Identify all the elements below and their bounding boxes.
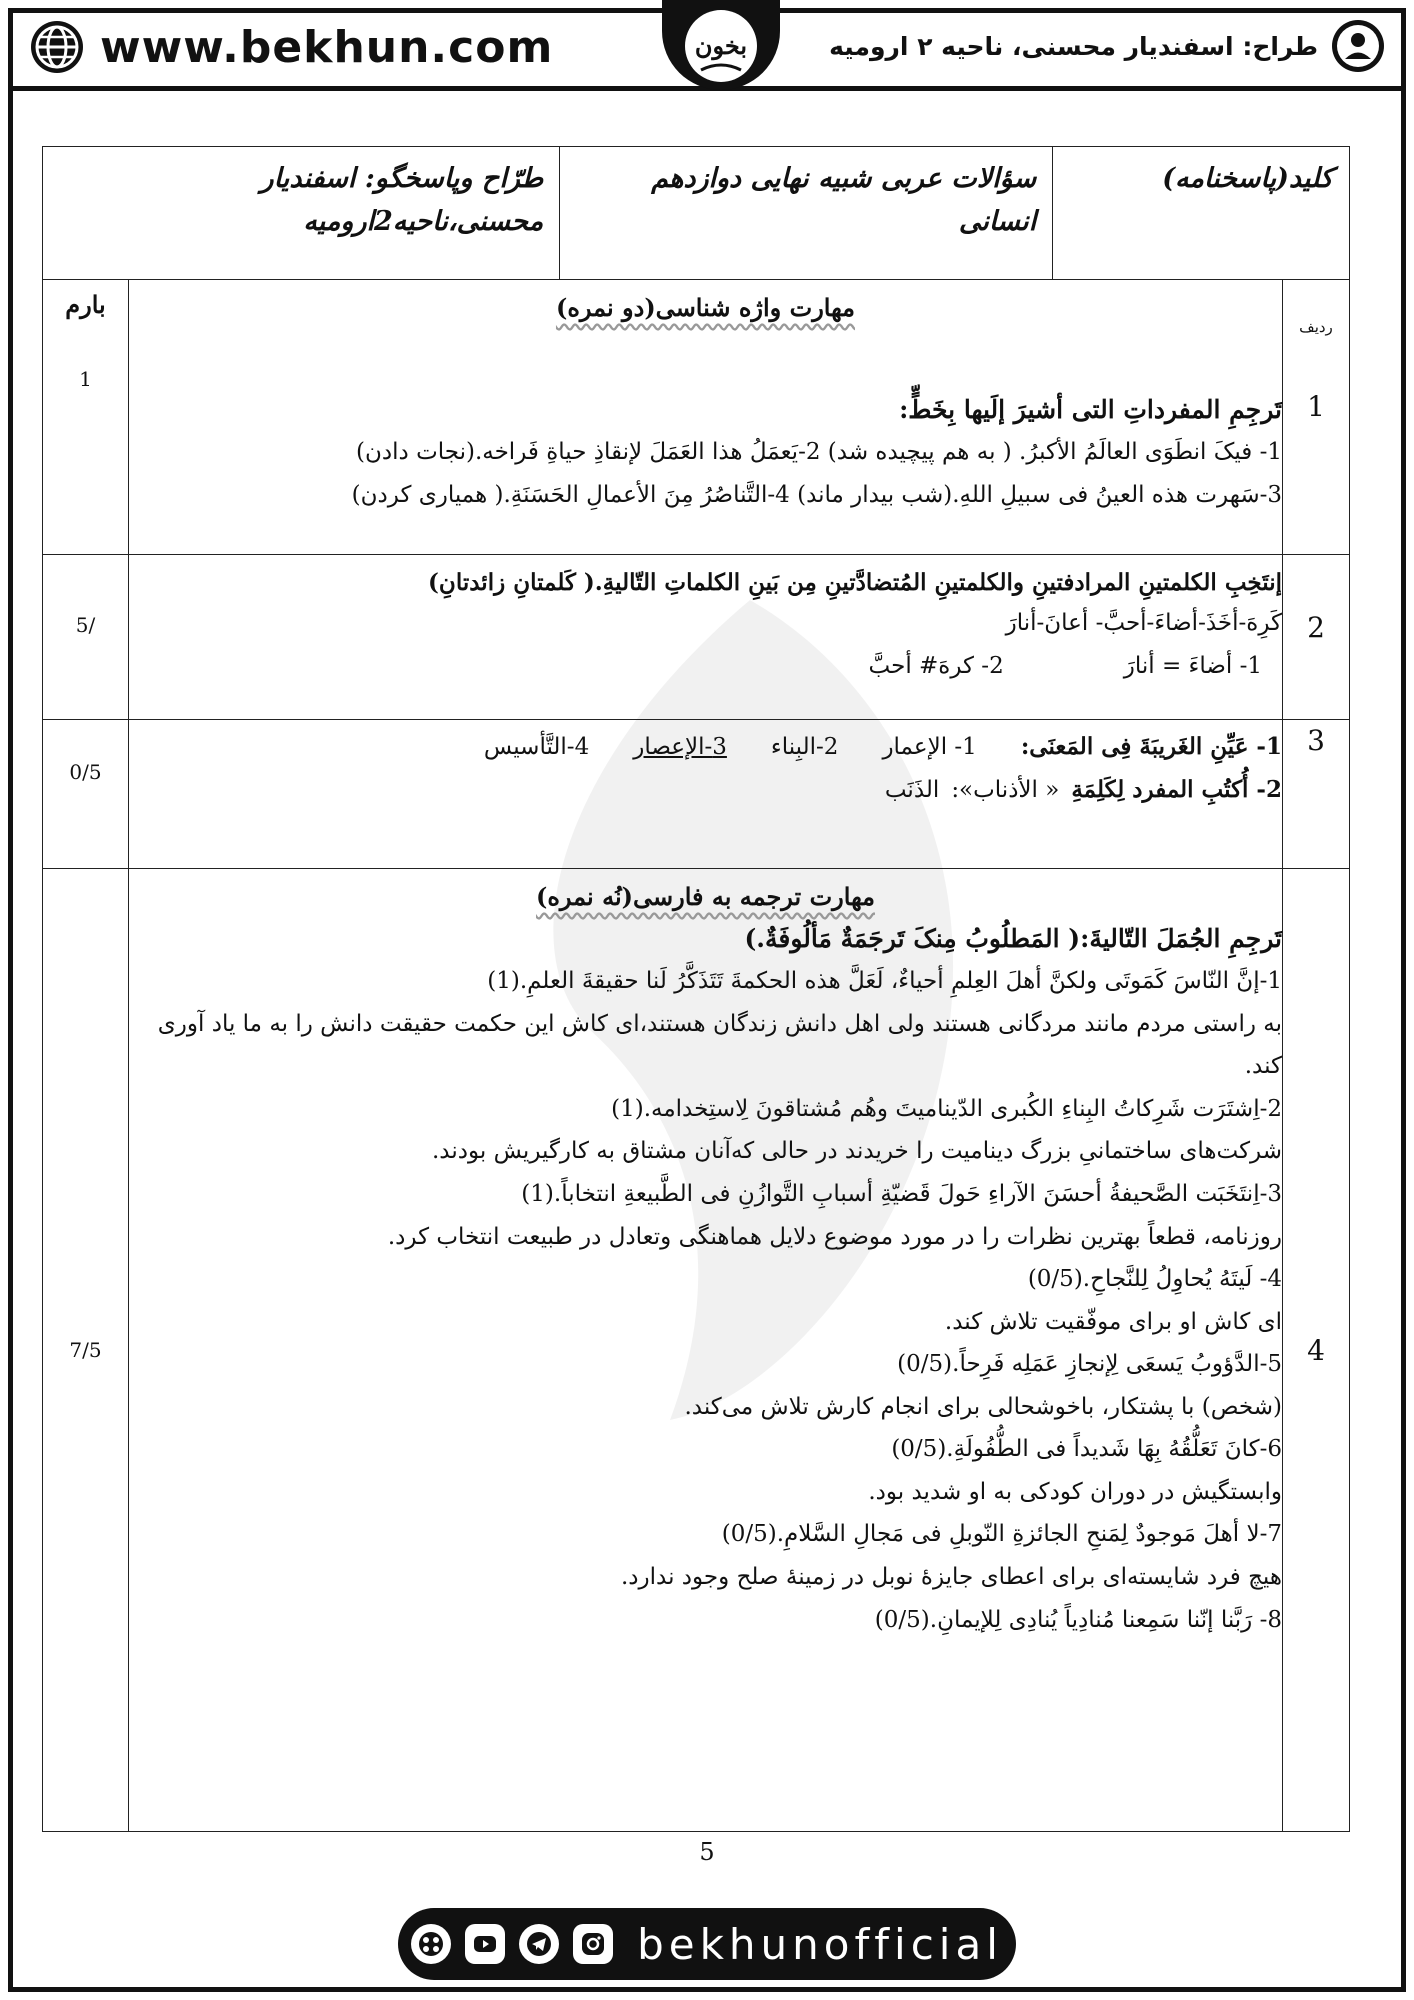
brand-logo <box>662 0 780 90</box>
question-prompt: 2- أُکتُبِ المفرد لِکَلِمَةِ <box>1071 775 1282 803</box>
designer-text: طراح: اسفندیار محسنی، ناحیه ۲ ارومیه <box>829 31 1318 61</box>
question-prompt: 1- عَیِّنِ الغَریبَةَ فِی المَعنَی: <box>1020 733 1282 760</box>
sentence-ar: 8- رَبَّنا إنّنا سَمِعنا مُنادِیاً یُنادِی لِلإیمانِ.(0/5) <box>874 1606 1282 1633</box>
title-row <box>43 147 1350 280</box>
sentence-fa: (شخص) با پشتکار، باخوشحالی برای انجام کارش تلاش می‌کند. <box>684 1393 1282 1420</box>
sentence-fa: هیچ فرد شایسته‌ای برای اعطای جایزۀ نوبل در زمینۀ صلح وجود ندارد. <box>620 1563 1282 1590</box>
sentence-ar: 1-إنَّ النّاسَ کَمَوتَی ولکنَّ أهلَ العِلمِ أحیاءٌ، لَعَلَّ هذه الحکمةَ تَتَذَکَّرُ لَنا حقیقةَ العلمِ.(1) <box>487 968 1282 995</box>
barem-cell <box>43 280 129 555</box>
sentence-ar: 4- لَیتَهُ یُحاوِلُ لِلنَّجاحِ.(0/5) <box>1027 1266 1282 1293</box>
barem-header: بارم <box>65 290 106 319</box>
answer-line: 1- فیکَ انطَوَی العالَمُ الأکبرُ. ( به هم پیچیده شد) 2-یَعمَلُ هذا العَمَلَ لإنقاذِ حیاةِ فَراخه.(نجات دادن) <box>356 439 1282 466</box>
social-bar <box>398 1908 1016 1980</box>
question-score: /5 <box>75 613 96 637</box>
question-row-1 <box>43 280 1350 555</box>
question-content <box>129 280 1283 555</box>
logo-text: بخون <box>694 31 748 60</box>
site-url[interactable]: www.bekhun.com <box>100 21 554 73</box>
aparat-icon[interactable] <box>411 1924 451 1964</box>
key-label: کلید(پاسخنامه) <box>1053 147 1350 280</box>
answer-key-table <box>42 146 1350 1832</box>
odd-one-out <box>129 726 1282 769</box>
site-link[interactable] <box>28 18 553 76</box>
section-title-translation: مهارت ترجمه به فارسی(نُه نمره) <box>536 882 875 911</box>
sentence-fa: شرکت‌های ساختمانیِ بزرگ دینامیت را خریدند در حالی که‌آنان مشتاق به کارگیریش بودند. <box>431 1138 1282 1165</box>
sentence-fa: وابستگیش در دوران کودکی به او شدید بود. <box>868 1478 1282 1505</box>
sentence-fa: روزنامه، قطعاً بهترین نظرات را در مورد موضوع دلایل هماهنگی وتعادل در طبیعت انتخاب کرد. <box>387 1223 1282 1250</box>
question-number: 2 <box>1307 611 1325 644</box>
radif-cell <box>1283 555 1350 720</box>
word-list: کَرِهَ-أخَذَ-أضاءَ-أحبَّ- أعانَ-أنارَ <box>1005 610 1282 637</box>
globe-icon <box>28 18 86 76</box>
question-score: 0/5 <box>69 760 102 784</box>
answer-line: 3-سَهرت هذه العینُ فی سبیلِ اللهِ.(شب بیدار ماند) 4-التَّناصُرُ مِنَ الأعمالِ الحَسَنَةِ.( همیاری کردن) <box>351 481 1282 508</box>
radif-cell <box>1283 869 1350 1832</box>
social-handle[interactable]: bekhunofficial <box>637 1919 1003 1969</box>
question-number: 3 <box>1307 724 1325 757</box>
answer-synonym: 1- أضاءَ = أنارَ <box>1123 652 1262 679</box>
radif-cell <box>1283 720 1350 869</box>
answers <box>129 645 1262 688</box>
option: 2-البِناء <box>770 734 839 760</box>
question-row-2 <box>43 555 1350 720</box>
answer-antonym: 2- کرهَ# أحبَّ <box>868 652 1004 679</box>
designer-badge <box>829 18 1386 74</box>
barem-cell <box>43 869 129 1832</box>
sentence-ar: 3-اِنتَخَبَت الصَّحیفةُ أحسَنَ الآراءِ حَولَ قَضیّةِ أسبابِ التَّوازُنِ فی الطَّبیعةِ انتخاباً.(1) <box>521 1181 1282 1208</box>
question-prompt: تَرجِمِ المفرداتِ التی أشیرَ إلَیها بِخَطٍّ: <box>899 394 1282 424</box>
barem-cell <box>43 555 129 720</box>
sentence-fa: ای کاش او برای موفّقیت تلاش کند. <box>944 1308 1282 1335</box>
question-row-4 <box>43 869 1350 1832</box>
youtube-icon[interactable] <box>465 1924 505 1964</box>
question-content <box>129 869 1283 1832</box>
sentence-ar: 2-اِشتَرَت شَرِکاتُ البِناءِ الکُبری الدّیناميتَ وهُم مُشتاقونَ لِاستِخدامه.(1) <box>611 1095 1282 1122</box>
logo-mark-icon <box>671 0 771 86</box>
exam-title: سؤالات عربی شبیه نهایی دوازدهم انسانی <box>560 147 1053 280</box>
question-number: 1 <box>1307 390 1325 423</box>
page-number: 5 <box>699 1838 715 1866</box>
sentence-ar: 7-لا أهلَ مَوجودٌ لِمَنحِ الجائزةِ النّوبلِ فی مَجالِ السَّلامِ.(0/5) <box>721 1521 1282 1548</box>
question-content <box>129 555 1283 720</box>
sentence-ar: 6-کانَ تَعَلُّقُهُ بِهَا شَدیداً فی الطُّفُولَةِ.(0/5) <box>891 1436 1282 1463</box>
question-row-3 <box>43 720 1350 869</box>
option-correct: 3-الإعصار <box>633 734 727 760</box>
question-number: 4 <box>1307 1333 1325 1367</box>
option: 4-التَّأسیس <box>483 734 590 760</box>
sentence-ar: 5-الدَّؤوبُ یَسعَی لِإنجازِ عَمَلِه فَرِحاً.(0/5) <box>897 1351 1282 1378</box>
telegram-icon[interactable] <box>519 1924 559 1964</box>
user-icon <box>1330 18 1386 74</box>
designer-cell: طرّاح وپاسخگو: اسفندیار محسنی،ناحیه2ارومیه <box>43 147 560 280</box>
question-prompt: إنتَخِبِ الکلمتینِ المرادفتینِ والکلمتینِ المُتضادَّتینِ مِن بَینِ الکلماتِ التّالیةِ.( کَلمتانِ زائدتانِ) <box>428 569 1282 596</box>
instagram-icon[interactable] <box>573 1924 613 1964</box>
radif-cell <box>1283 280 1350 555</box>
sentence-fa: به راستی مردم مانند مردگانی هستند ولی اهل دانش زندگان هستند،ای کاش این حکمت حقیقت دانش را به ما یاد آوری کند. <box>157 1010 1282 1080</box>
question-score: 7/5 <box>69 1338 102 1362</box>
question-prompt: تَرجِمِ الجُمَلَ التّالیةَ:( المَطلُوبُ مِنکَ تَرجَمَةٌ مَألُوفَةٌ.) <box>744 923 1282 953</box>
section-title-vocab: مهارت واژه شناسی(دو نمره) <box>555 293 856 322</box>
question-content <box>129 720 1283 869</box>
option: 1- الإعمار <box>882 734 977 760</box>
singular-answer: الذَنَب <box>884 776 940 803</box>
radif-header: ردیف <box>1299 318 1333 336</box>
singular-question <box>129 769 1282 812</box>
question-score: 1 <box>79 367 92 391</box>
barem-cell <box>43 720 129 869</box>
plural-word: « الأذناب»: <box>951 776 1060 803</box>
